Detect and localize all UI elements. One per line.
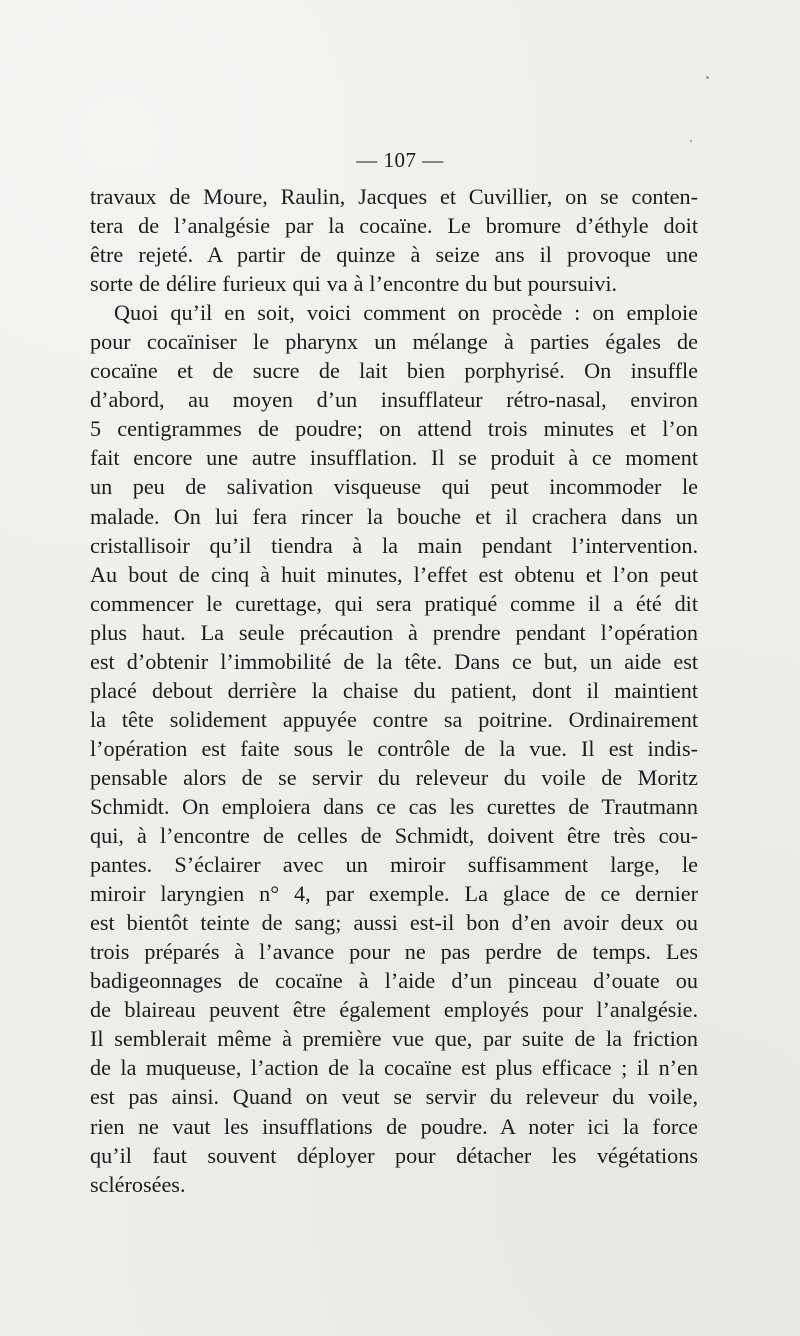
text-line: l’opération est faite sous le contrôle de la vue. Il est indis-	[90, 735, 698, 761]
text-line: fait encore une autre insufflation. Il se produit à ce moment	[90, 445, 698, 471]
text-line: Quoi qu’il en soit, voici comment on procède : on emploie	[114, 300, 698, 326]
text-line: qui, à l’encontre de celles de Schmidt, doivent être très cou-	[90, 823, 698, 849]
text-line: est pas ainsi. Quand on veut se servir du releveur du voile,	[90, 1084, 698, 1110]
text-line: pantes. S’éclairer avec un miroir suffisamment large, le	[90, 852, 698, 878]
page-number: — 107 —	[356, 148, 444, 172]
text-line: pensable alors de se servir du releveur du voile de Moritz	[90, 764, 698, 790]
text-line: un peu de salivation visqueuse qui peut incommoder le	[90, 474, 698, 500]
text-line: d’abord, au moyen d’un insufflateur rétro-nasal, environ	[90, 387, 698, 413]
text-line: badigeonnages de cocaïne à l’aide d’un pinceau d’ouate ou	[90, 968, 698, 994]
text-line: plus haut. La seule précaution à prendre pendant l’opération	[90, 619, 698, 645]
text-line: de la muqueuse, l’action de la cocaïne est plus efficace ; il n’en	[90, 1055, 698, 1081]
text-line: commencer le curettage, qui sera pratiqué comme il a été dit	[90, 590, 698, 616]
text-line: Au bout de cinq à huit minutes, l’effet est obtenu et l’on peut	[90, 561, 698, 587]
text-line: cocaïne et de sucre de lait bien porphyrisé. On insuffle	[90, 358, 698, 384]
text-line: Il semblerait même à première vue que, par suite de la friction	[90, 1026, 698, 1052]
text-line: de blaireau peuvent être également employés pour l’analgésie.	[90, 997, 698, 1023]
text-line: 5 centigrammes de poudre; on attend trois minutes et l’on	[90, 416, 698, 442]
text-line: malade. On lui fera rincer la bouche et il crachera dans un	[90, 503, 698, 529]
text-line: est bientôt teinte de sang; aussi est-il bon d’en avoir deux ou	[90, 910, 698, 936]
paper-speck	[706, 76, 709, 79]
text-line: cristallisoir qu’il tiendra à la main pendant l’intervention.	[90, 532, 698, 558]
body-text	[90, 182, 698, 1199]
text-line: trois préparés à l’avance pour ne pas perdre de temps. Les	[90, 939, 698, 965]
text-line: sorte de délire furieux qui va à l’encontre du but poursuivi.	[90, 271, 618, 297]
text-line: Schmidt. On emploiera dans ce cas les curettes de Trautmann	[90, 793, 698, 819]
text-line: miroir laryngien n° 4, par exemple. La glace de ce dernier	[90, 881, 698, 907]
text-line: tera de l’analgésie par la cocaïne. Le bromure d’éthyle doit	[90, 213, 698, 239]
text-line: placé debout derrière la chaise du patient, dont il maintient	[90, 677, 698, 703]
text-line: est d’obtenir l’immobilité de la tête. Dans ce but, un aide est	[90, 648, 698, 674]
paper-speck	[690, 140, 692, 142]
text-line: la tête solidement appuyée contre sa poitrine. Ordinairement	[90, 706, 698, 732]
text-line: être rejeté. A partir de quinze à seize ans il provoque une	[90, 242, 698, 268]
text-line: travaux de Moure, Raulin, Jacques et Cuvillier, on se conten-	[90, 184, 698, 209]
text-line: sclérosées.	[90, 1171, 186, 1197]
text-line: qu’il faut souvent déployer pour détacher les végétations	[90, 1142, 698, 1168]
text-line: pour cocaïniser le pharynx un mélange à parties égales de	[90, 329, 698, 355]
text-line: rien ne vaut les insufflations de poudre. A noter ici la force	[90, 1113, 698, 1139]
